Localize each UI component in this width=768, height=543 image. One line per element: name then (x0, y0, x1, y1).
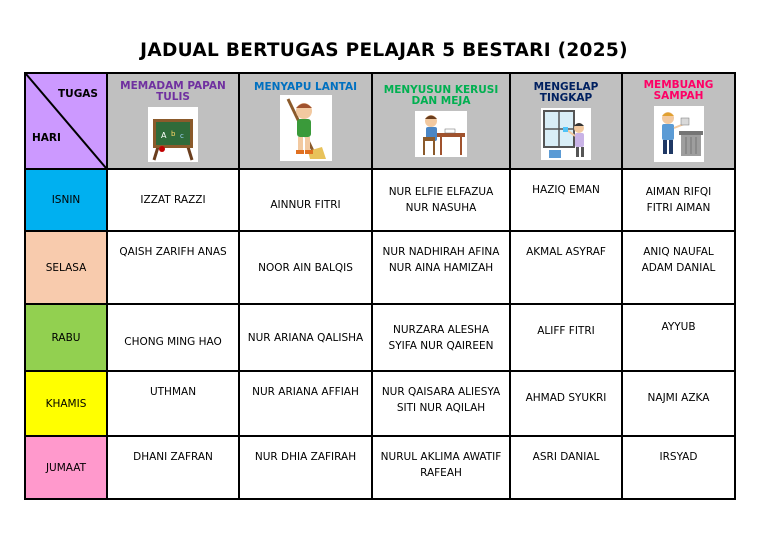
duty-cell: NURUL AKLIMA AWATIF RAFEAH (372, 436, 510, 499)
svg-text:A: A (161, 130, 167, 140)
duty-cell: NURZARA ALESHA SYIFA NUR QAIREEN (372, 304, 510, 371)
day-cell-selasa: SELASA (25, 231, 107, 304)
trash-bin-boy-icon (654, 106, 704, 162)
header-row (25, 73, 735, 169)
duty-cell: CHONG MING HAO (107, 304, 239, 371)
task-header-membuang-sampah (622, 73, 735, 169)
duty-cell: NUR ARIANA AFFIAH (239, 371, 372, 436)
duty-cell: IZZAT RAZZI (107, 169, 239, 231)
corner-label-tugas: TUGAS (58, 88, 98, 100)
duty-cell: DHANI ZAFRAN (107, 436, 239, 499)
duty-cell: AHMAD SYUKRI (510, 371, 622, 436)
task-label: MEMADAM PAPAN TULIS (120, 79, 226, 103)
task-label: MENYUSUN KERUSI DAN MEJA (383, 84, 499, 107)
student-desk-icon (415, 111, 467, 157)
svg-text:c: c (180, 131, 184, 140)
duty-cell: NUR NADHIRAH AFINA NUR AINA HAMIZAH (372, 231, 510, 304)
task-label: MEMBUANG SAMPAH (643, 79, 714, 102)
corner-header-cell (25, 73, 107, 169)
duty-cell: AKMAL ASYRAF (510, 231, 622, 304)
duty-cell: UTHMAN (107, 371, 239, 436)
duty-cell: QAISH ZARIFH ANAS (107, 231, 239, 304)
duty-cell: IRSYAD (622, 436, 735, 499)
task-header-mengelap-tingkap (510, 73, 622, 169)
duty-cell: NUR QAISARA ALIESYA SITI NUR AQILAH (372, 371, 510, 436)
svg-text:b: b (171, 129, 176, 138)
duty-cell: NOOR AIN BALQIS (239, 231, 372, 304)
duty-cell: ASRI DANIAL (510, 436, 622, 499)
day-row-jumaat (25, 436, 735, 499)
day-row-khamis (25, 371, 735, 436)
task-header-memadam-papan (107, 73, 239, 169)
day-cell-rabu: RABU (25, 304, 107, 371)
page-title: JADUAL BERTUGAS PELAJAR 5 BESTARI (2025) (140, 40, 628, 61)
task-header-menyapu-lantai (239, 73, 372, 169)
task-header-menyusun-kerusi (372, 73, 510, 169)
duty-cell: NUR DHIA ZAFIRAH (239, 436, 372, 499)
day-cell-khamis: KHAMIS (25, 371, 107, 436)
task-label: MENYAPU LANTAI (254, 80, 357, 93)
corner-label-hari: HARI (32, 132, 61, 144)
day-row-selasa (25, 231, 735, 304)
duty-cell: NUR ARIANA QALISHA (239, 304, 372, 371)
duty-cell: NAJMI AZKA (622, 371, 735, 436)
chalkboard-icon (148, 107, 198, 162)
task-label: MENGELAP TINGKAP (533, 81, 599, 104)
day-row-isnin (25, 169, 735, 231)
day-cell-jumaat: JUMAAT (25, 436, 107, 499)
duty-cell: ANIQ NAUFAL ADAM DANIAL (622, 231, 735, 304)
duty-cell: ALIFF FITRI (510, 304, 622, 371)
duty-cell: AIMAN RIFQI FITRI AIMAN (622, 169, 735, 231)
duty-cell: NUR ELFIE ELFAZUA NUR NASUHA (372, 169, 510, 231)
sweeping-boy-icon (280, 95, 332, 161)
cleaning-window-icon (541, 108, 591, 160)
day-row-rabu (25, 304, 735, 371)
duty-cell: AINNUR FITRI (239, 169, 372, 231)
duty-roster-table (24, 72, 736, 500)
duty-cell: AYYUB (622, 304, 735, 371)
day-cell-isnin: ISNIN (25, 169, 107, 231)
duty-cell: HAZIQ EMAN (510, 169, 622, 231)
